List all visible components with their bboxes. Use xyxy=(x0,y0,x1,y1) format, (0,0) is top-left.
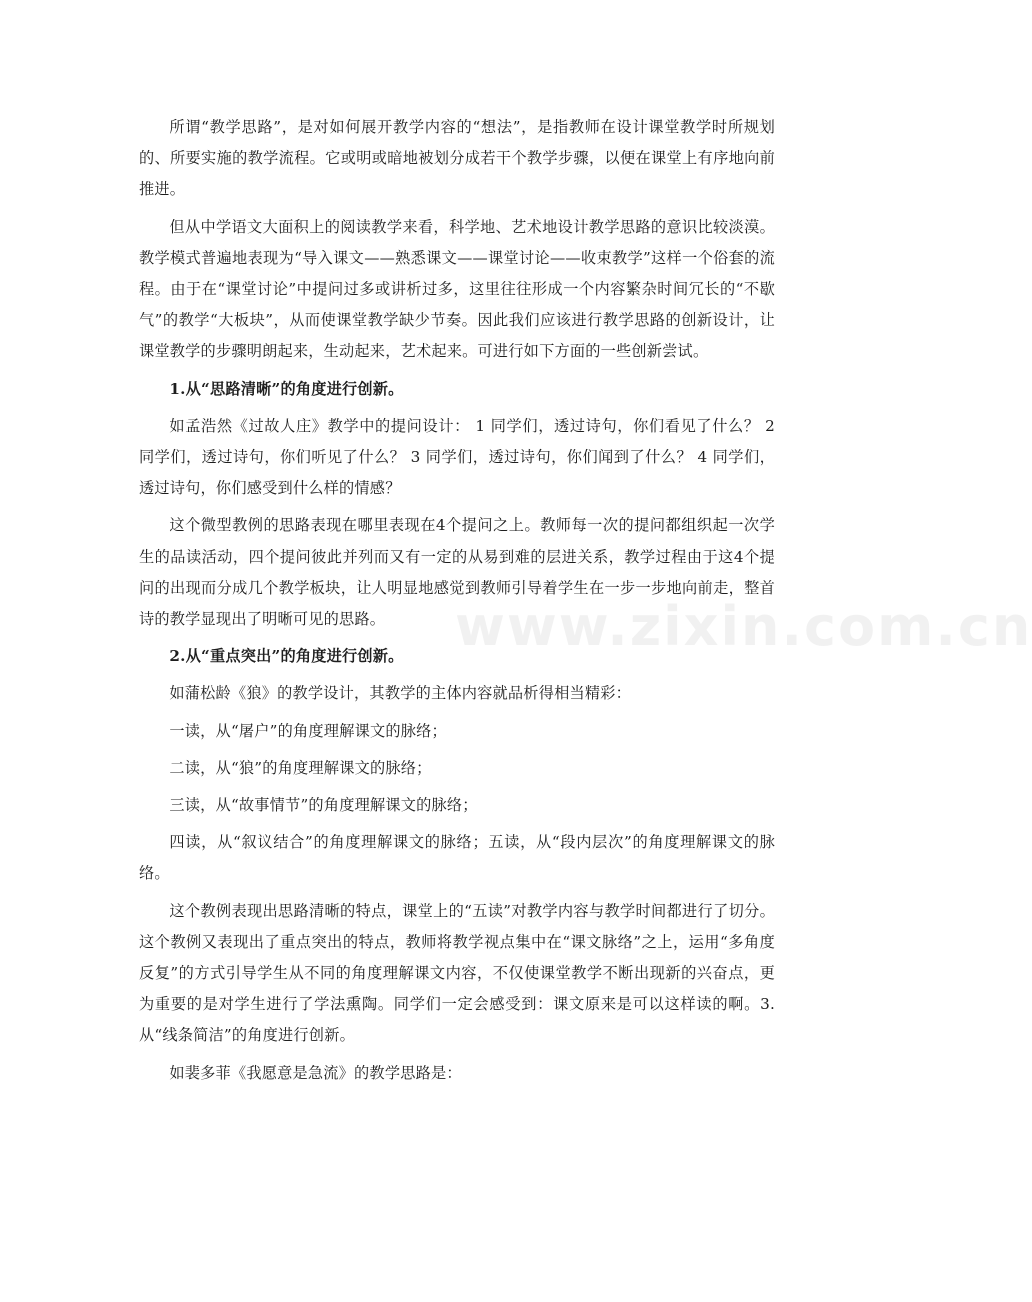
section-heading-1: 1.从“思路清晰”的角度进行创新。 xyxy=(169,379,404,398)
paragraph-problem: 但从中学语文大面积上的阅读教学来看，科学地、艺术地设计教学思路的意识比较淡漠。教学模式普遍地表现为“导入课文——熟悉课文——课堂讨论——收束教学”这样一个俗套的流程。由于在“课堂讨论”中提问过多或讲析过多，这里往往形成一个内容繁杂时间冗长的“不歇气”的教学“大板块”，从而使课堂教学缺少节奏。因此我们应该进行教学思路的创新设计，让课堂教学的步骤明朗起来，生动起来，艺术起来。可进行如下方面的一些创新尝试。 xyxy=(139,217,775,361)
paragraph-example-3: 如裴多菲《我愿意是急流》的教学思路是： xyxy=(169,1063,462,1082)
watermark: www.zixin.com.cn xyxy=(455,595,1032,658)
paragraph-example-1: 如孟浩然《过故人庄》教学中的提问设计： 1 同学们，透过诗句，你们看见了什么？ 2 同学们，透过诗句，你们听见了什么？ 3 同学们，透过诗句，你们闻到了什么？ 4 同学们，透过诗句，你们感受到什么样的情感？ xyxy=(139,416,775,498)
paragraph-example-2: 如蒲松龄《狼》的教学设计，其教学的主体内容就品析得相当精彩： xyxy=(169,684,632,703)
section-heading-2: 2.从“重点突出”的角度进行创新。 xyxy=(169,647,404,666)
list-item-read-4-5: 四读，从“叙议结合”的角度理解课文的脉络；五读，从“段内层次”的角度理解课文的脉络。 xyxy=(139,833,775,883)
list-item-read-1: 一读，从“屠户”的角度理解课文的脉络； xyxy=(169,721,447,740)
paragraph-intro: 所谓“教学思路”，是对如何展开教学内容的“想法”，是指教师在设计课堂教学时所规划的、所要实施的教学流程。它或明或暗地被划分成若干个教学步骤，以便在课堂上有序地向前推进。 xyxy=(139,118,775,199)
list-item-read-3: 三读，从“故事情节”的角度理解课文的脉络； xyxy=(169,796,478,815)
paragraph-analysis-2: 这个教例表现出思路清晰的特点，课堂上的“五读”对教学内容与教学时间都进行了切分。这个教例又表现出了重点突出的特点，教师将教学视点集中在“课文脉络”之上，运用“多角度反复”的方式引导学生从不同的角度理解课文内容，不仅使课堂教学不断出现新的兴奋点，更为重要的是对学生进行了学法熏陶。同学们一定会感受到：课文原来是可以这样读的啊。3.从“线条简洁”的角度进行创新。 xyxy=(139,901,775,1045)
document-body xyxy=(139,112,775,1095)
paragraph-analysis-1: 这个微型教例的思路表现在哪里表现在4个提问之上。教师每一次的提问都组织起一次学生的品读活动，四个提问彼此并列而又有一定的从易到难的层进关系，教学过程由于这4个提问的出现而分成几个教学板块，让人明显地感觉到教师引导着学生在一步一步地向前走，整首诗的教学显现出了明晰可见的思路。 xyxy=(139,516,775,629)
list-item-read-2: 二读，从“狼”的角度理解课文的脉络； xyxy=(169,758,432,777)
